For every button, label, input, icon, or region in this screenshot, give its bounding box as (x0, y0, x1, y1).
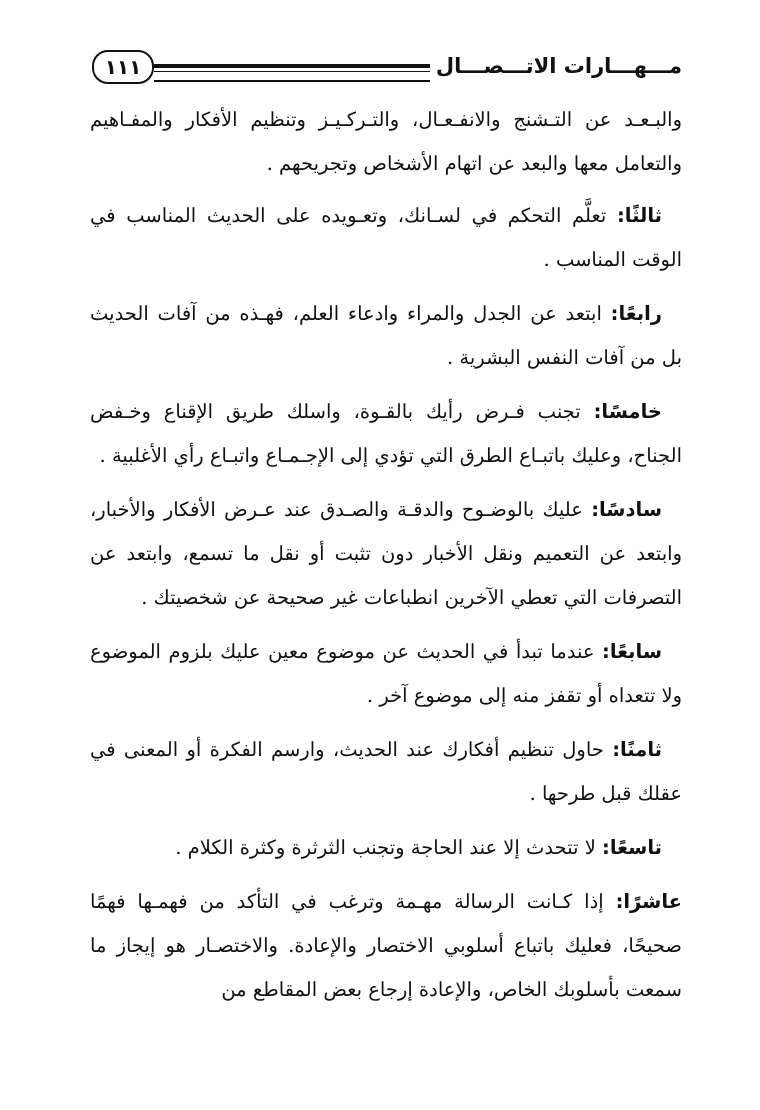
paragraph (90, 292, 682, 380)
paragraph-text: تعلَّم التحكم في لسـانك، وتعـويده على الحديث المناسب في الوقت المناسب . (90, 204, 682, 271)
paragraph-lead: رابعًا: (610, 302, 662, 325)
paragraph (90, 194, 682, 282)
page-number: ١١١ (92, 50, 154, 84)
header-title: مـــهـــارات الاتـــصـــال (435, 54, 682, 78)
paragraph (90, 728, 682, 816)
paragraph-text: إذا كـانت الرسالة مهـمة وترغب في التأكد من فهمـها فهمًا صحيحًا، فعليك باتباع أسلوبي الاختصار والإعادة. والاختصـار هو إيجاز ما سمعت بأسلوبك الخاص، والإعادة إرجاع بعض المقاطع من (90, 890, 682, 1001)
paragraph-text: لا تتحدث إلا عند الحاجة وتجنب الثرثرة وكثرة الكلام . (175, 836, 603, 859)
paragraph-text: ابتعد عن الجدل والمراء وادعاء العلم، فهـذه من آفات الحديث بل من آفات النفس البشرية . (90, 302, 682, 369)
paragraph-lead: تاسعًا: (602, 836, 662, 859)
paragraph-text: عليك بالوضـوح والدقـة والصـدق عند عـرض الأفكار والأخبار، وابتعد عن التعميم ونقل الأخبار دون تثبت أو نقل ما تسمع، وابتعد عن التصرفات التي تعطي الآخرين انطباعات غير صحيحة عن شخصيتك . (90, 498, 682, 609)
paragraph-lead: سادسًا: (591, 498, 662, 521)
paragraph-text: والبـعـد عن التـشنج والانفـعـال، والتـركـيـز وتنظيم الأفكار والمفـاهيم والتعامل معها والبعد عن اتهام الأشخاص وتجريحهم . (90, 108, 682, 175)
paragraph (90, 98, 682, 186)
paragraph-lead: خامسًا: (593, 400, 662, 423)
body-text (90, 98, 682, 1022)
paragraph-lead: ثالثًا: (616, 204, 662, 227)
paragraph-text: تجنب فـرض رأيك بالقـوة، واسلك طريق الإقناع وخـفض الجناح، وعليك باتبـاع الطرق التي تؤدي إلى الإجـمـاع واتبـاع رأي الأغلبية . (90, 400, 682, 467)
paragraph (90, 880, 682, 1012)
paragraph-text: حاول تنظيم أفكارك عند الحديث، وارسم الفكرة أو المعنى في عقلك قبل طرحها . (90, 738, 682, 805)
header-rule (154, 64, 430, 82)
paragraph-lead: سابعًا: (602, 640, 662, 663)
paragraph-lead: عاشرًا: (615, 890, 682, 913)
paragraph (90, 630, 682, 718)
paragraph (90, 488, 682, 620)
running-header (92, 50, 682, 94)
paragraph (90, 390, 682, 478)
paragraph (90, 826, 682, 870)
paragraph-lead: ثامنًا: (612, 738, 662, 761)
paragraph-text: عندما تبدأ في الحديث عن موضوع معين عليك بلزوم الموضوع ولا تتعداه أو تقفز منه إلى موضوع آخر . (90, 640, 682, 707)
